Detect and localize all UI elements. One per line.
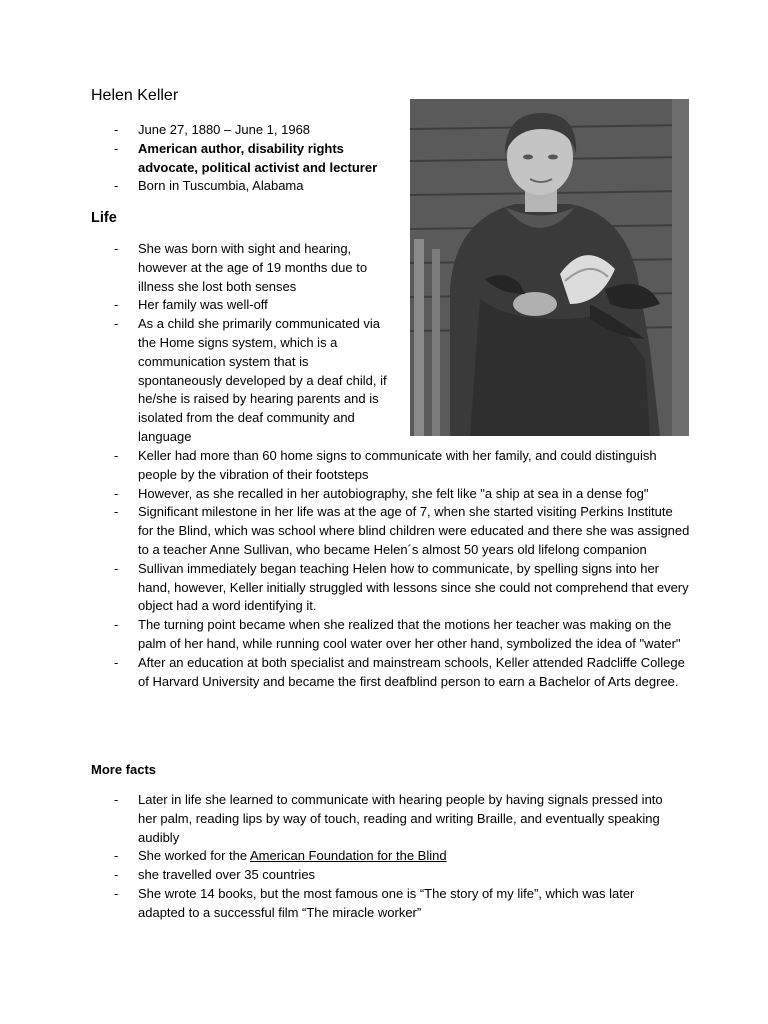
american-foundation-link[interactable]: American Foundation for the Blind — [250, 848, 447, 864]
life-item-text: After an education at both specialist and mainstream schools, Keller attended Radcliffe College of Harvard University and became the first deafblind person to earn a Bachelor of Arts degree. — [138, 654, 685, 689]
section-heading-life: Life — [91, 210, 117, 226]
bullet-dash: - — [114, 485, 119, 501]
bullet-dash: - — [114, 867, 119, 883]
list-item — [0, 296, 392, 315]
life-item-text: Her family was well-off — [138, 297, 268, 313]
fact-item-text: She wrote 14 books, but the most famous one is “The story of my life”, which was later adapted to a successful film “The miracle worker” — [138, 885, 635, 920]
list-item — [0, 177, 400, 196]
list-item — [0, 140, 400, 178]
list-item — [0, 447, 690, 485]
fact-item-text: she travelled over 35 countries — [138, 867, 316, 883]
list-item — [0, 654, 690, 692]
bullet-dash: - — [114, 316, 119, 332]
intro-occupation: American author, disability rights advocate, political activist and lecturer — [138, 140, 378, 175]
life-item-text: However, as she recalled in her autobiography, she felt like "a ship at sea in a dense fog" — [138, 485, 649, 501]
list-item — [0, 240, 392, 296]
life-list-wrapped — [0, 240, 392, 447]
document-title: Helen Keller — [91, 87, 179, 104]
life-item-text: As a child she primarily communicated via the Home signs system, which is a communication system that is spontaneously developed by a deaf child, if he/she is raised by hearing parents and is isolated from the deaf community and language — [138, 316, 387, 444]
list-item — [0, 121, 400, 140]
life-item-text: She was born with sight and hearing, however at the age of 19 months due to illness she lost both senses — [138, 241, 368, 294]
list-item — [0, 885, 680, 923]
list-item — [0, 315, 392, 447]
bullet-dash: - — [114, 792, 119, 807]
life-list-full — [0, 447, 690, 691]
fact-item-text: Later in life she learned to communicate with hearing people by having signals pressed into her palm, reading lips by way of touch, reading and writing Braille, and eventually speaking audibly — [138, 792, 663, 845]
list-item — [0, 616, 690, 654]
bullet-dash: - — [114, 140, 119, 156]
list-item — [0, 503, 690, 559]
list-item — [0, 847, 680, 866]
life-item-text: Significant milestone in her life was at the age of 7, when she started visiting Perkins Institute for the Blind, which was school where blind children were educated and there she was assigned to a teacher Anne Sullivan, who became Helen´s almost 50 years old lifelong companion — [138, 504, 690, 557]
bullet-dash: - — [114, 448, 119, 463]
bullet-dash: - — [114, 885, 119, 901]
bullet-dash: - — [114, 297, 119, 313]
bullet-dash: - — [114, 178, 119, 194]
life-item-text: The turning point became when she realized that the motions her teacher was making on the palm of her hand, while running cool water over her other hand, symbolized the idea of "water" — [138, 617, 681, 651]
intro-birthplace: Born in Tuscumbia, Alabama — [138, 178, 304, 194]
section-heading-more-facts: More facts — [91, 762, 157, 777]
list-item — [0, 485, 690, 504]
photo-illustration — [410, 99, 689, 436]
bullet-dash: - — [114, 504, 119, 520]
list-item — [0, 866, 680, 885]
bullet-dash: - — [114, 241, 119, 256]
life-item-text: Keller had more than 60 home signs to communicate with her family, and could distinguish people by the vibration of their footsteps — [138, 448, 657, 482]
bullet-dash: - — [114, 848, 119, 864]
life-item-text: Sullivan immediately began teaching Helen how to communicate, by spelling signs into her hand, however, Keller initially struggled with lessons since she could not comprehend that every object had a word identifying it. — [138, 560, 689, 614]
list-item — [0, 560, 690, 616]
fact-item-prefix: She worked for the — [138, 848, 251, 864]
helen-keller-photo — [410, 99, 689, 436]
bullet-dash: - — [114, 122, 119, 137]
bullet-dash: - — [114, 560, 119, 576]
intro-list — [0, 121, 400, 196]
intro-dates: June 27, 1880 – June 1, 1968 — [138, 122, 311, 137]
bullet-dash: - — [114, 654, 119, 670]
more-facts-list — [0, 791, 680, 923]
bullet-dash: - — [114, 617, 119, 633]
list-item — [0, 791, 680, 847]
